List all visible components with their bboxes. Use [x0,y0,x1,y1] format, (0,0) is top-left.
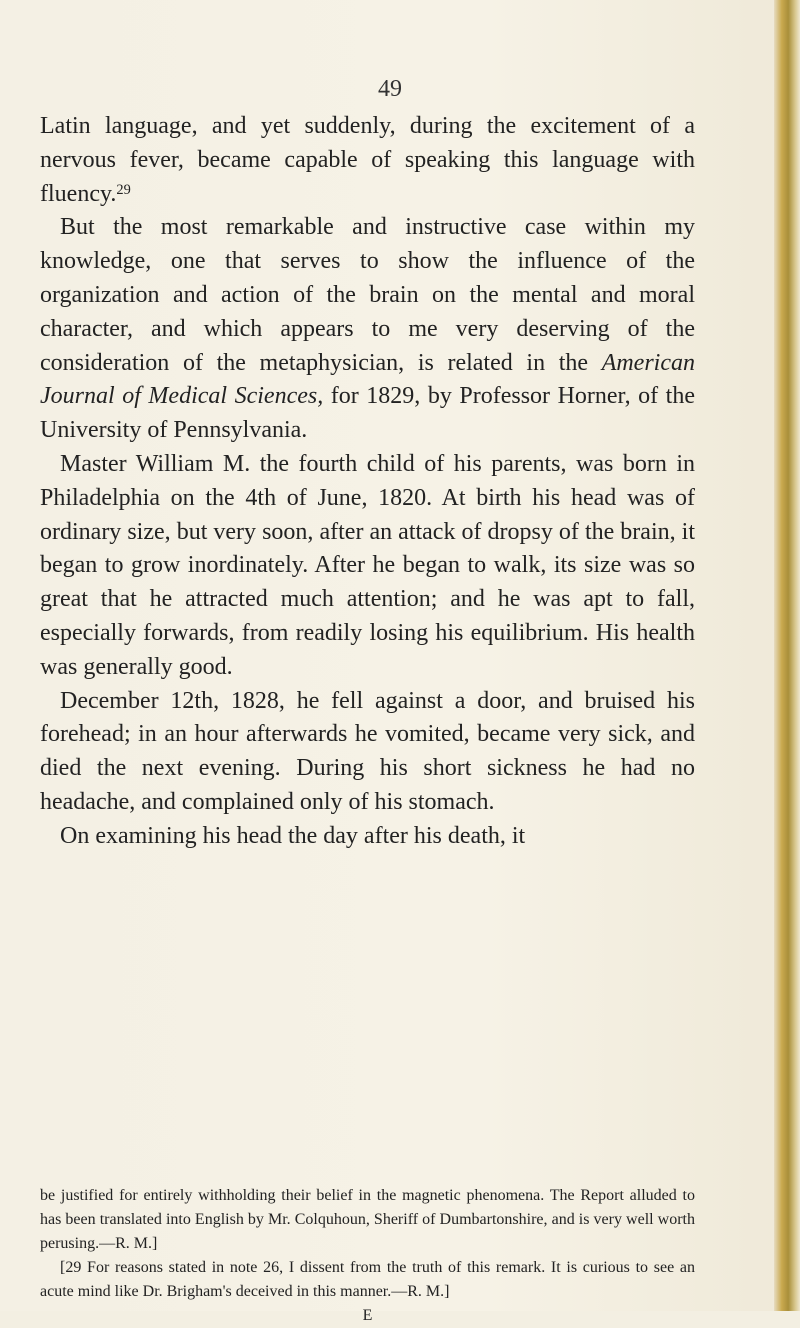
paragraph-2 [40,211,695,448]
page-number: 49 [378,76,402,102]
paragraph-4: December 12th, 1828, he fell against a door, and bruised his forehead; in an hour afterwards he vomited, became very sick, and died the next evening. During his short sickness he had no headache, and complained only of his stomach. [40,687,695,815]
paragraph-1-text: Latin language, and yet suddenly, during the excitement of a nervous fever, became capable of speaking this language with fluency. [40,113,695,207]
footnotes [40,1184,695,1328]
paragraph-1 [40,110,695,211]
paragraph-2-text-b: for 1829, by Professor Horner, of the University of Pennsylvania. [40,383,695,444]
footnote-2: [29 For reasons stated in note 26, I dissent from the truth of this remark. It is curious to see an acute mind like Dr. Brigham's deceived in this manner.—R. M.] [40,1259,695,1300]
page-edge [774,0,800,1311]
footnote-1: be justified for entirely withholding their belief in the magnetic phenomena. The Report alluded to has been translated into English by Mr. Colquhoun, Sheriff of Dumbartonshire, and is very well worth perusing.—R. M.] [40,1187,695,1252]
journal-title: American Journal of Medical Sciences, [40,349,695,410]
paragraph-5: On examining his head the day after his death, it [60,822,526,849]
main-text [40,110,695,854]
signature-mark: E [362,1307,373,1324]
paragraph-2-text-a: But the most remarkable and instructive case within my knowledge, one that serves to show the influence of the organization and action of the brain on the mental and moral character, and which appears to me very deserving of the consideration of the metaphysician, is related in the [40,214,695,376]
paragraph-3: Master William M. the fourth child of his parents, was born in Philadelphia on the 4th of June, 1820. At birth his head was of ordinary size, but very soon, after an attack of dropsy of the brain, it began to grow inordinately. After he began to walk, its size was so great that he attracted much attention; and he was apt to fall, especially forwards, from readily losing his equilibrium. His health was generally good. [40,450,695,680]
footnote-ref-29: 29 [116,181,131,198]
